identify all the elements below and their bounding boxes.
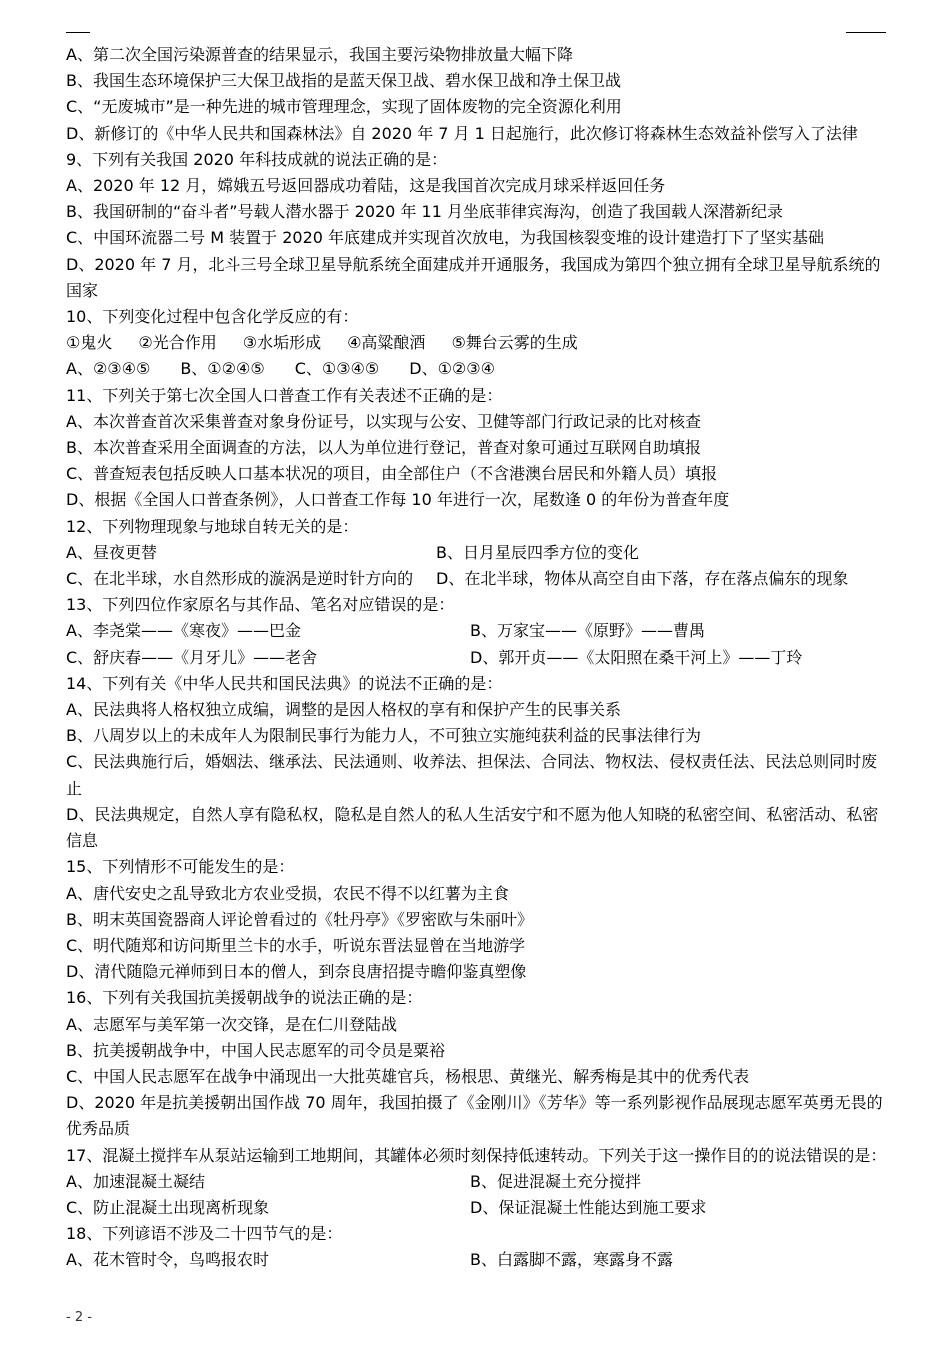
- q18-option-a: A、花木管时令，鸟鸣报农时: [66, 1250, 269, 1270]
- page-number: - 2 -: [66, 1310, 92, 1325]
- q8-option-c: C、“无废城市”是一种先进的城市管理理念，实现了固体废物的完全资源化利用: [66, 97, 622, 117]
- q12-option-b: B、日月星辰四季方位的变化: [436, 542, 639, 562]
- q16-option-c: C、中国人民志愿军在战争中涌现出一大批英雄官兵，杨根思、黄继光、解秀梅是其中的优秀代表: [66, 1066, 750, 1086]
- q13-stem: 13、下列四位作家原名与其作品、笔名对应错误的是：: [66, 595, 455, 615]
- q17-option-d: D、保证混凝土性能达到施工要求: [470, 1197, 707, 1217]
- q16-stem: 16、下列有关我国抗美援朝战争的说法正确的是：: [66, 988, 423, 1008]
- q15-option-a: A、唐代安史之乱导致北方农业受损，农民不得不以红薯为主食: [66, 883, 509, 903]
- q17-option-b: B、促进混凝土充分搅拌: [470, 1171, 641, 1191]
- q10-option-d: D、①②③④: [409, 359, 495, 379]
- exam-page: [66, 42, 888, 1274]
- q9-option-b: B、我国研制的“奋斗者”号载人潜水器于 2020 年 11 月坐底菲律宾海沟，创造了我国载人深潜新纪录: [66, 202, 783, 222]
- q10-items: [66, 330, 888, 356]
- q10-option-b: B、①②④⑤: [180, 359, 265, 379]
- q11-option-a: A、本次普查首次采集普查对象身份证号，以实现与公安、卫健等部门行政记录的比对核查: [66, 411, 701, 431]
- q13-row-ab: [66, 618, 888, 644]
- q15-option-b: B、明末英国瓷器商人评论曾看过的《牡丹亭》《罗密欧与朱丽叶》: [66, 909, 533, 929]
- q17-option-c: C、防止混凝土出现离析现象: [66, 1197, 270, 1217]
- q9-option-d: D、2020 年 7 月，北斗三号全球卫星导航系统全面建成并开通服务，我国成为第四个独立拥有全球卫星导航系统的国家: [66, 254, 881, 300]
- q11-option-d: D、根据《全国人口普查条例》，人口普查工作每 10 年进行一次，尾数逢 0 的年份为普查年度: [66, 490, 730, 510]
- q10-option-c: C、①③④⑤: [294, 359, 380, 379]
- q16-option-b: B、抗美援朝战争中，中国人民志愿军的司令员是粟裕: [66, 1040, 445, 1060]
- q12-row-ab: [66, 540, 888, 566]
- q13-row-cd: [66, 645, 888, 671]
- q13-option-b: B、万家宝——《原野》——曹禺: [470, 621, 705, 641]
- header-rule-left: [66, 32, 90, 33]
- q14-option-b: B、八周岁以上的未成年人为限制民事行为能力人，不可独立实施纯获利益的民事法律行为: [66, 726, 701, 746]
- q14-stem: 14、下列有关《中华人民共和国民法典》的说法不正确的是：: [66, 673, 503, 693]
- q8-option-a: A、第二次全国污染源普查的结果显示，我国主要污染物排放量大幅下降: [66, 45, 573, 64]
- q13-option-c: C、舒庆春——《月牙儿》——老舍: [66, 647, 318, 667]
- q10-option-a: A、②③④⑤: [66, 359, 151, 379]
- q16-option-a: A、志愿军与美军第一次交锋，是在仁川登陆战: [66, 1014, 397, 1034]
- q8-option-d: D、新修订的《中华人民共和国森林法》自 2020 年 7 月 1 日起施行，此次修订将森林生态效益补偿写入了法律: [66, 123, 858, 143]
- q15-option-c: C、明代随郑和访问斯里兰卡的水手，听说东晋法显曾在当地游学: [66, 935, 526, 955]
- q9-stem: 9、下列有关我国 2020 年科技成就的说法正确的是：: [66, 149, 448, 169]
- q9-option-a: A、2020 年 12 月，嫦娥五号返回器成功着陆，这是我国首次完成月球采样返回任务: [66, 176, 666, 196]
- q10-item-3: ③水垢形成: [242, 333, 322, 353]
- q15-option-d: D、清代随隐元禅师到日本的僧人，到奈良唐招提寺瞻仰鉴真塑像: [66, 962, 527, 982]
- q12-row-cd: [66, 566, 888, 592]
- q9-option-c: C、中国环流器二号 M 装置于 2020 年底建成并实现首次放电，为我国核裂变堆的设计建造打下了坚实基础: [66, 228, 825, 248]
- q17-stem: 17、混凝土搅拌车从泵站运输到工地期间，其罐体必须时刻保持低速转动。下列关于这一操作目的的说法错误的是：: [66, 1145, 887, 1165]
- q17-row-ab: [66, 1169, 888, 1195]
- q11-stem: 11、下列关于第七次全国人口普查工作有关表述不正确的是：: [66, 385, 503, 405]
- q18-option-b: B、白露脚不露，寒露身不露: [470, 1250, 673, 1270]
- q14-option-d: D、民法典规定，自然人享有隐私权，隐私是自然人的私人生活安宁和不愿为他人知晓的私密空间、私密活动、私密信息: [66, 804, 879, 851]
- q10-item-4: ④高粱酿酒: [347, 333, 426, 353]
- q11-option-b: B、本次普查采用全面调查的方法，以人为单位进行登记，普查对象可通过互联网自助填报: [66, 438, 701, 458]
- q14-option-c: C、民法典施行后，婚姻法、继承法、民法通则、收养法、担保法、合同法、物权法、侵权责任法、民法总则同时废止: [66, 752, 878, 798]
- q12-option-d: D、在北半球，物体从高空自由下落，存在落点偏东的现象: [436, 569, 849, 589]
- q10-item-1: ①鬼火: [66, 333, 113, 353]
- q16-option-d: D、2020 年是抗美援朝出国作战 70 周年，我国拍摄了《金刚川》《芳华》等一系列影视作品展现志愿军英勇无畏的优秀品质: [66, 1093, 883, 1139]
- q10-item-2: ②光合作用: [138, 333, 217, 353]
- q17-option-a: A、加速混凝土凝结: [66, 1171, 205, 1191]
- q8-option-b: B、我国生态环境保护三大保卫战指的是蓝天保卫战、碧水保卫战和净土保卫战: [66, 71, 621, 91]
- q18-row-ab: [66, 1247, 888, 1273]
- q12-stem: 12、下列物理现象与地球自转无关的是：: [66, 516, 359, 536]
- q10-options: [66, 356, 888, 382]
- header-rule-right: [846, 32, 886, 33]
- q12-option-a: A、昼夜更替: [66, 542, 157, 562]
- q17-row-cd: [66, 1195, 888, 1221]
- q10-item-5: ⑤舞台云雾的生成: [451, 333, 578, 353]
- q11-option-c: C、普查短表包括反映人口基本状况的项目，由全部住户（不含港澳台居民和外籍人员）填报: [66, 464, 718, 484]
- q13-option-a: A、李尧棠——《寒夜》——巴金: [66, 621, 301, 641]
- q14-option-a: A、民法典将人格权独立成编，调整的是因人格权的享有和保护产生的民事关系: [66, 700, 621, 720]
- q15-stem: 15、下列情形不可能发生的是：: [66, 857, 295, 877]
- q13-option-d: D、郭开贞——《太阳照在桑干河上》——丁玲: [470, 647, 803, 667]
- q12-option-c: C、在北半球，水自然形成的漩涡是逆时针方向的: [66, 569, 414, 589]
- q10-stem: 10、下列变化过程中包含化学反应的有：: [66, 307, 359, 327]
- q18-stem: 18、下列谚语不涉及二十四节气的是：: [66, 1224, 343, 1244]
